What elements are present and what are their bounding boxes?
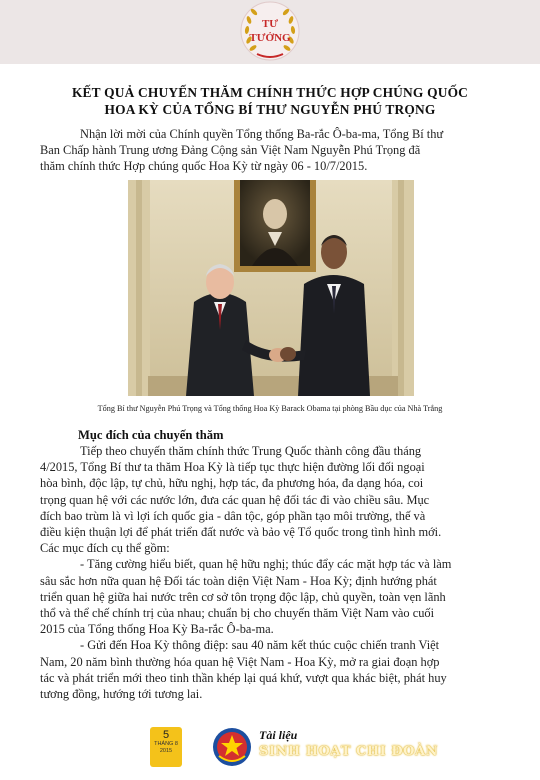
photo-caption: Tổng Bí thư Nguyễn Phú Trọng và Tổng thống Hoa Kỳ Barack Obama tại phòng Bầu dục của Nhà Trắng [97, 404, 443, 413]
page-number: 5 [162, 729, 170, 741]
text-line: Các mục đích cụ thể gồm: [40, 541, 170, 556]
text-line: trọng quan hệ với các nước lớn, đưa các quan hệ đối tác đi vào chiều sâu. Mục [40, 492, 430, 507]
text-line: - Tăng cường hiểu biết, quan hệ hữu nghị; thúc đẩy các mặt hợp tác và làm [80, 557, 452, 572]
text-line: Nam, 20 năm bình thường hóa quan hệ Việt Nam - Hoa Kỳ, mở ra giai đoạn hợp [40, 654, 440, 669]
issue-year: 2015 [159, 748, 173, 754]
article-title [30, 84, 510, 118]
text-line: - Gửi đến Hoa Kỳ thông điệp: sau 40 năm kết thúc cuộc chiến tranh Việt [80, 638, 440, 653]
laurel-emblem-icon [239, 0, 301, 62]
text-line: đích bao trùm là vì lợi ích quốc gia - dân tộc, góp phần tạo môi trường, thế và [40, 508, 426, 523]
body-paragraph [40, 443, 500, 702]
page-number-badge [150, 727, 182, 767]
text-line: Ban Chấp hành Trung ương Đảng Cộng sản Việt Nam Nguyễn Phú Trọng đã [40, 143, 421, 158]
text-line: tác và phát triển mới theo tinh thần khép lại quá khứ, vượt qua khác biệt, phát huy [40, 670, 447, 685]
title-line: HOA KỲ CỦA TỔNG BÍ THƯ NGUYỄN PHÚ TRỌNG [104, 102, 436, 117]
text-line: Tiếp theo chuyến thăm chính thức Trung Quốc thành công đầu tháng [80, 444, 422, 458]
text-line: 4/2015, Tổng Bí thư ta thăm Hoa Kỳ là tiếp tục thực hiện đường lối đối ngoại [40, 460, 425, 475]
text-line: tương đồng, hướng tới tương lai. [40, 687, 203, 702]
emblem-text-2: TƯỞNG [249, 32, 291, 44]
issue-month: THÁNG 8 [154, 741, 178, 747]
doc-title: SINH HOẠT CHI ĐOÀN [259, 744, 438, 759]
text-line: 2015 của Tổng thống Hoa Kỳ Ba-rắc Ô-ba-ma. [40, 622, 274, 637]
text-line: sâu sắc hơn nữa quan hệ Đối tác toàn diện Việt Nam - Hoa Kỳ; định hướng phát [40, 573, 437, 588]
doc-label: Tài liệu [259, 728, 298, 742]
text-line: thổ và thể chế chính trị của nhau; chuẩn bị cho chuyến thăm Việt Nam vào cuối [40, 606, 435, 621]
text-line: Nhận lời mời của Chính quyền Tổng thống Ba-rắc Ô-ba-ma, Tổng Bí thư [80, 127, 444, 141]
text-line: triển quan hệ giữa hai nước trên cơ sở tôn trọng độc lập, chủ quyền, toàn vẹn lãnh [40, 589, 446, 604]
youth-union-logo-icon [211, 726, 253, 768]
text-line: hòa bình, độc lập, tự chủ, hữu nghị, hợp tác, đa phương hóa, đa dạng hóa, coi [40, 476, 424, 491]
text-line: thăm chính thức Hợp chúng quốc Hoa Kỳ từ ngày 06 - 10/7/2015. [40, 159, 368, 174]
intro-paragraph [40, 126, 500, 175]
emblem-text-1: TƯ [261, 18, 279, 30]
article-photo [128, 180, 414, 396]
section-heading: Mục đích của chuyến thăm [78, 428, 224, 442]
text-line: điều kiện thuận lợi để phát triển đất nước và bảo vệ Tổ quốc trong tình hình mới. [40, 525, 442, 540]
title-line: KẾT QUẢ CHUYẾN THĂM CHÍNH THỨC HỢP CHÚNG QUỐC [71, 85, 469, 100]
